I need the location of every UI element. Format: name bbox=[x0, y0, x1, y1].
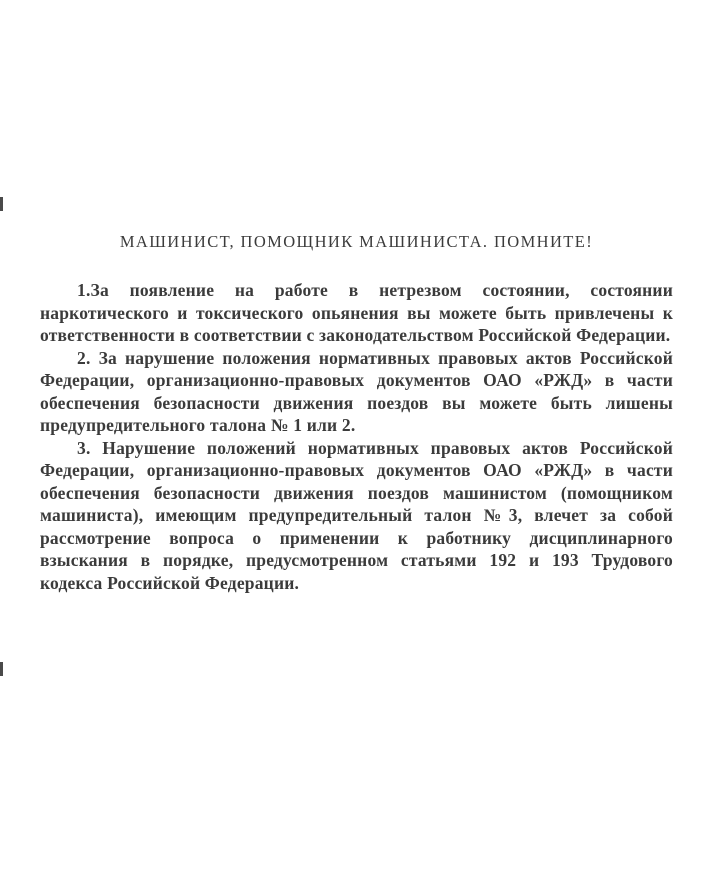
paragraph-2: 2. За нарушение положения нормативных правовых актов Российской Федерации, организационно-правовых документов ОАО «РЖД» в части обеспечения безопасности движения поездов вы можете быть лишены предупредительного талона № 1 или 2. bbox=[40, 347, 673, 435]
document-title: МАШИНИСТ, ПОМОЩНИК МАШИНИСТА. ПОМНИТЕ! bbox=[119, 232, 594, 251]
document-body bbox=[40, 279, 673, 594]
paragraph-1: 1.За появление на работе в нетрезвом состоянии, состоянии наркотического и токсического опьянения вы можете быть привлечены к ответственности в соответствии с законодательством Российской Федерации. bbox=[40, 280, 673, 345]
scan-artifact-mark-top bbox=[0, 197, 3, 211]
scan-artifact-mark-bottom bbox=[0, 662, 3, 676]
paragraph-3: 3. Нарушение положений нормативных правовых актов Российской Федерации, организационно-правовых документов ОАО «РЖД» в части обеспечения безопасности движения поездов машинистом (помощником машиниста), имеющим предупредительный талон №3, влечет за собой рассмотрение вопроса о применении к работнику дисциплинарного взыскания в порядке, предусмотренном статьями 192 и 193 Трудового кодекса Российской Федерации. bbox=[40, 437, 673, 593]
